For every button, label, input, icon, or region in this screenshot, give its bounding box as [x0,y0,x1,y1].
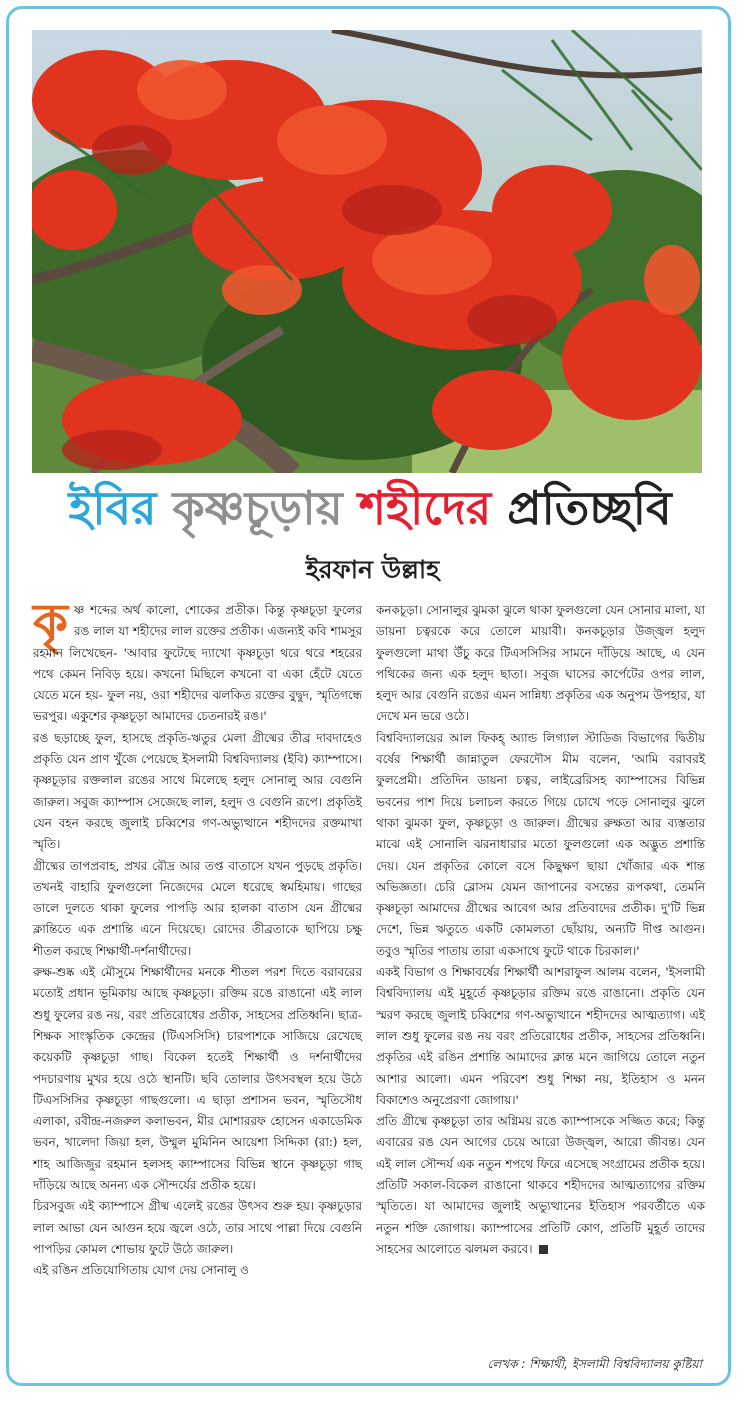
paragraph: কনকচূড়া। সোনালুর ঝুমকা ঝুলে থাকা ফুলগুলো যেন সোনার মালা, যা ডায়না চত্বরকে করে তোলে মায়াবী। কনকচূড়ার উজ্জ্বল হলুদ ফুলগুলো মাথা উঁচু করে টিএসসিসির সামনে দাঁড়িয়ে আছে, এ যেন পথিকের জন্য এক হলুদ ছাতা। সবুজ ঘাসের কার্পেটের ওপর লাল, হলুদ আর বেগুনি রঙের এমন সান্নিধ্য প্রকৃতির এক অনুপম উপহার, যা দেখে মন ভরে ওঠে। [376,603,705,724]
author-credit: লেখক : শিক্ষার্থী, ইসলামী বিশ্ববিদ্যালয় কুষ্টিয়া [487,1357,702,1371]
headline-word-2: কৃষ্ণচূড়ায় [172,481,343,535]
krishnachura-photo [32,30,702,473]
paragraph-text: ষ্ণ শব্দের অর্থ কালো, শোকের প্রতীক। কিন্তু কৃষ্ণচূড়া ফুলের রঙ লাল যা শহীদের লাল রক্তের প্রতীক। এজন্যই কবি শামসুর রহমান লিখেছেন- 'আবার ফুটেছে দ্যাখো কৃষ্ণচূড়া থরে থরে শহরের পথে কেমন নিবিড় হয়ে। কখনো মিছিলে কখনো বা একা হেঁটে যেতে যেতে মনে হয়- ফুল নয়, ওরা শহীদের ঝলকিত রক্তের বুদ্বুদ, স্মৃতিগন্ধে ভরপুর। একুশের কৃষ্ণচূড়া আমাদের চেতনারই রঙ।' [33,603,362,724]
paragraph: রুক্ষ-শুষ্ক এই মৌসুমে শিক্ষার্থীদের মনকে শীতল পরশ দিতে বরাবরের মতোই প্রধান ভূমিকায় আছে কৃষ্ণচূড়া। রক্তিম রঙে রাঙানো এই লাল শুধু ফুলের রঙ নয়, বরং প্রতিরোধের প্রতীক, সাহসের প্রতিধ্বনি। ছাত্র-শিক্ষক সাংস্কৃতিক কেন্দ্রের (টিএসসিসি) চারপাশকে সাজিয়ে রেখেছে কয়েকটি কৃষ্ণচূড়া গাছ। বিকেল হতেই শিক্ষার্থী ও দর্শনার্থীদের পদচারণায় মুখর হয়ে ওঠে স্থানটি। ছবি তোলার উৎসবস্থল হয়ে উঠে টিএসসিসির কৃষ্ণচূড়া গাছগুলো। এ ছাড়া প্রশাসন ভবন, স্মৃতিসৌধ এলাকা, রবীন্দ্র-নজরুল কলাভবন, মীর মোশাররফ হোসেন একাডেমিক ভবন, খালেদা জিয়া হল, উম্মুল মুমিনিন আয়েশা সিদ্দিকা (রা:) হল, শাহ আজিজুর রহমান হলসহ ক্যাম্পাসের বিভিন্ন স্থানে কৃষ্ণচূড়া গাছ দাঁড়িয়ে আছে অনন্য এক সৌন্দর্যের প্রতীক হয়ে। [33,965,362,1193]
paragraph: চিরসবুজ এই ক্যাম্পাসে গ্রীষ্ম এলেই রঙের উৎসব শুরু হয়। কৃষ্ণচূড়ার লাল আভা যেন আগুন হয়ে জ্বলে ওঠে, তার সাথে পাল্লা দিয়ে বেগুনি পাপড়ির কোমল শোভায় ফুটে উঠে জারুল। [33,1199,362,1256]
end-mark-icon [539,1245,548,1254]
byline: ইরফান উল্লাহ [305,555,440,584]
headline-word-3: শহীদের [358,481,492,535]
paragraph: বিশ্ববিদ্যালয়ের আল ফিকহ্ অ্যান্ড লিগ্যাল স্টাডিজ বিভাগের দ্বিতীয় বর্ষের শিক্ষার্থী জান্নাতুল ফেরদৌস মীম বলেন, 'আমি বরাবরই ফুলপ্রেমী। প্রতিদিন ডায়না চত্বর, লাইব্রেরিসহ ক্যাম্পাসের বিভিন্ন ভবনের পাশ দিয়ে চলাচল করতে গিয়ে চোখে পড়ে সোনালুর ঝুলে থাকা ঝুমকা ফুল, কৃষ্ণচূড়া ও জারুল। গ্রীষ্মের রুক্ষতা আর ব্যস্ততার মাঝে এই সোনালি ঝরনাধারার মতো ফুলগুলো এক অদ্ভুত প্রশান্তি দেয়। যেন প্রকৃতির কোলে বসে কিছুক্ষণ ছায়া খোঁজার এক শান্ত অভিজ্ঞতা। চেরি ব্লোসম যেমন জাপানের বসন্তের রূপকথা, তেমনি কৃষ্ণচূড়া আমাদের গ্রীষ্মের আবেগ আর প্রতিবাদের প্রতীক। দু'টি ভিন্ন দেশে, ভিন্ন ঋতুতে একটি কোমলতা ছোঁয়ায়, অন্যটি দীপ্ত আগুন। তবুও স্মৃতির পাতায় তারা একসাথে ফুটে থাকে চিরকাল।' [376,730,705,958]
paragraph [376,1111,705,1260]
drop-cap: কৃ [33,593,68,651]
article-column-left [33,593,362,1282]
paragraph: এই রঙিন প্রতিযোগিতায় যোগ দেয় সোনালু ও [33,1263,249,1278]
paragraph: রঙ ছড়াচ্ছে ফুল, হাসছে প্রকৃতি-ঋতুর মেলা গ্রীষ্মের তীব্র দাবদাহেও প্রকৃতি যেন প্রাণ খুঁজে পেয়েছে ইসলামী বিশ্ববিদ্যালয় (ইবি) ক্যাম্পাসে। কৃষ্ণচূড়ার রক্তলাল রঙের সাথে মিলেছে হলুদ সোনালু আর বেগুনি জারুল। সবুজ ক্যাম্পাস সেজেছে লাল, হলুদ ও বেগুনি রূপে। প্রকৃতিই যেন বহন করছে জুলাই চব্বিশের গণ-অভ্যুত্থানে শহীদদের রক্তমাখা স্মৃতি। [33,730,362,852]
headline-word-1: ইবির [68,481,157,535]
article-column-right [376,600,705,1260]
paragraph: একই বিভাগ ও শিক্ষাবর্ষের শিক্ষার্থী আশরাফুল আলম বলেন, 'ইসলামী বিশ্ববিদ্যালয় এই মুহূর্তে কৃষ্ণচূড়ার রক্তিম রঙে রাঙানো। প্রকৃতি যেন স্মরণ করছে জুলাই চব্বিশের গণ-অভ্যুত্থানে শহীদদের আত্মত্যাগ। এই লাল শুধু ফুলের রঙ নয় বরং প্রতিরোধের প্রতীক, সাহসের প্রতিধ্বনি। প্রকৃতির এই রঙিন প্রশান্তি আমাদের ক্লান্ত মনে জাগিয়ে তোলে নতুন আশার আলো। এমন পরিবেশ শুধু শিক্ষা নয়, ইতিহাস ও মনন বিকাশেও অনুপ্রেরণা জোগায়।' [376,965,705,1107]
headline-word-4: প্রতিচ্ছবি [507,481,672,535]
headline [30,470,710,546]
paragraph-text: প্রতি গ্রীষ্মে কৃষ্ণচূড়া তার অগ্নিময় রঙে ক্যাম্পাসকে সজ্জিত করে; কিন্তু এবারের রঙ যেন আগের চেয়ে আরো উজ্জ্বল, আরো জীবন্ত। যেন এই লাল সৌন্দর্য এক নতুন শপথে ফিরে এসেছে সংগ্রামের প্রতীক হয়ে। প্রতিটি সকাল-বিকেল রাঙানো থাকবে শহীদদের আত্মত্যাগের রক্তিম স্মৃতিতে। যা আমাদের জুলাই অভ্যুত্থানের ইতিহাস পরবর্তীতে এক নতুন শক্তি জোগায়। ক্যাম্পাসের প্রতিটি কোণ, প্রতিটি মুহূর্ত তাদের সাহসের আলোতে ঝলমল করবে। [376,1114,705,1256]
paragraph: গ্রীষ্মের তাপপ্রবাহ, প্রখর রৌদ্র আর তপ্ত বাতাসে যখন পুড়ছে প্রকৃতি। তখনই বাহারি ফুলগুলো নিজেদের মেলে ধরেছে স্বমহিমায়। গাছের ডালে দুলতে থাকা ফুলের পাপড়ি আর হালকা বাতাস যেন গ্রীষ্মের ক্লান্তিতে এক প্রশান্তি এনে দিয়েছে। রোদের তীব্রতাকে ছাপিয়ে চক্ষু শীতল করছে শিক্ষার্থী-দর্শনার্থীদের। [33,858,362,958]
paragraph [33,593,362,728]
